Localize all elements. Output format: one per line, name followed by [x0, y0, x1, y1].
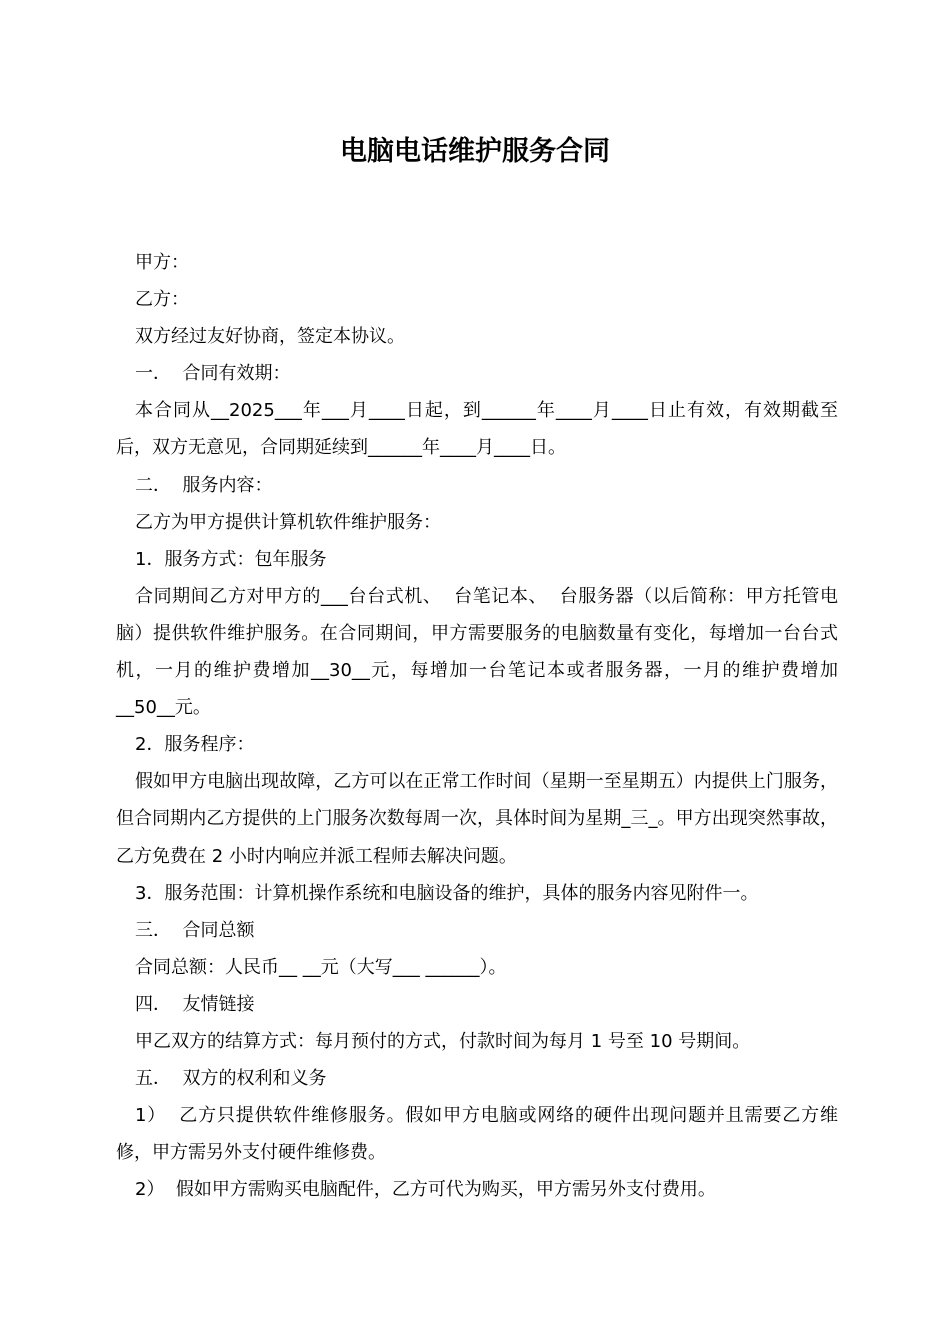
- party-b-line: 乙方：: [135, 289, 189, 311]
- section-heading-links: 四． 友情链接: [135, 993, 255, 1015]
- validity-paragraph: 本合同从__2025___年___月____日起，到______年____月____日止有效，有效期截至后，双方无意见，合同期延续到______年____月____日。: [116, 400, 838, 459]
- service-procedure-heading: 2．服务程序：: [135, 734, 255, 756]
- party-a-line: 甲方：: [135, 252, 189, 273]
- service-intro: 乙方为甲方提供计算机软件维护服务：: [135, 511, 441, 533]
- section-heading-rights: 五． 双方的权利和义务: [135, 1068, 327, 1090]
- service-method-heading: 1．服务方式：包年服务: [135, 548, 327, 570]
- section-heading-validity: 一． 合同有效期：: [135, 363, 291, 385]
- section-heading-service-content: 二． 服务内容：: [135, 474, 273, 496]
- settlement-paragraph: 甲乙双方的结算方式：每月预付的方式，付款时间为每月 1 号至 10 号期间。: [135, 1030, 751, 1052]
- rights-item-2: 2） 假如甲方需购买电脑配件，乙方可代为购买，甲方需另外支付费用。: [135, 1179, 716, 1201]
- document-body: [116, 244, 838, 1208]
- service-scope-paragraph: 3．服务范围：计算机操作系统和电脑设备的维护，具体的服务内容见附件一。: [135, 882, 759, 904]
- section-heading-total: 三． 合同总额: [135, 919, 255, 941]
- rights-item-1: 1） 乙方只提供软件维修服务。假如甲方电脑或网络的硬件出现问题并且需要乙方维修，甲方需另外支付硬件维修费。: [116, 1105, 838, 1164]
- service-method-paragraph: 合同期间乙方对甲方的___台台式机、 台笔记本、 台服务器（以后简称：甲方托管电脑）提供软件维护服务。在合同期间，甲方需要服务的电脑数量有变化，每增加一台台式机，一月的维护费增加__30__元，每增加一台笔记本或者服务器，一月的维护费增加__50__元。: [116, 585, 838, 719]
- total-amount-paragraph: 合同总额：人民币__ __元（大写___ ______）。: [135, 956, 507, 978]
- service-procedure-paragraph: 假如甲方电脑出现故障，乙方可以在正常工作时间（星期一至星期五）内提供上门服务，但合同期内乙方提供的上门服务次数每周一次，具体时间为星期_三_。甲方出现突然事故，乙方免费在 2 小时内响应并派工程师去解决问题。: [116, 771, 838, 867]
- agreement-intro: 双方经过友好协商，签定本协议。: [135, 326, 405, 348]
- document-title: 电脑电话维护服务合同: [340, 136, 610, 167]
